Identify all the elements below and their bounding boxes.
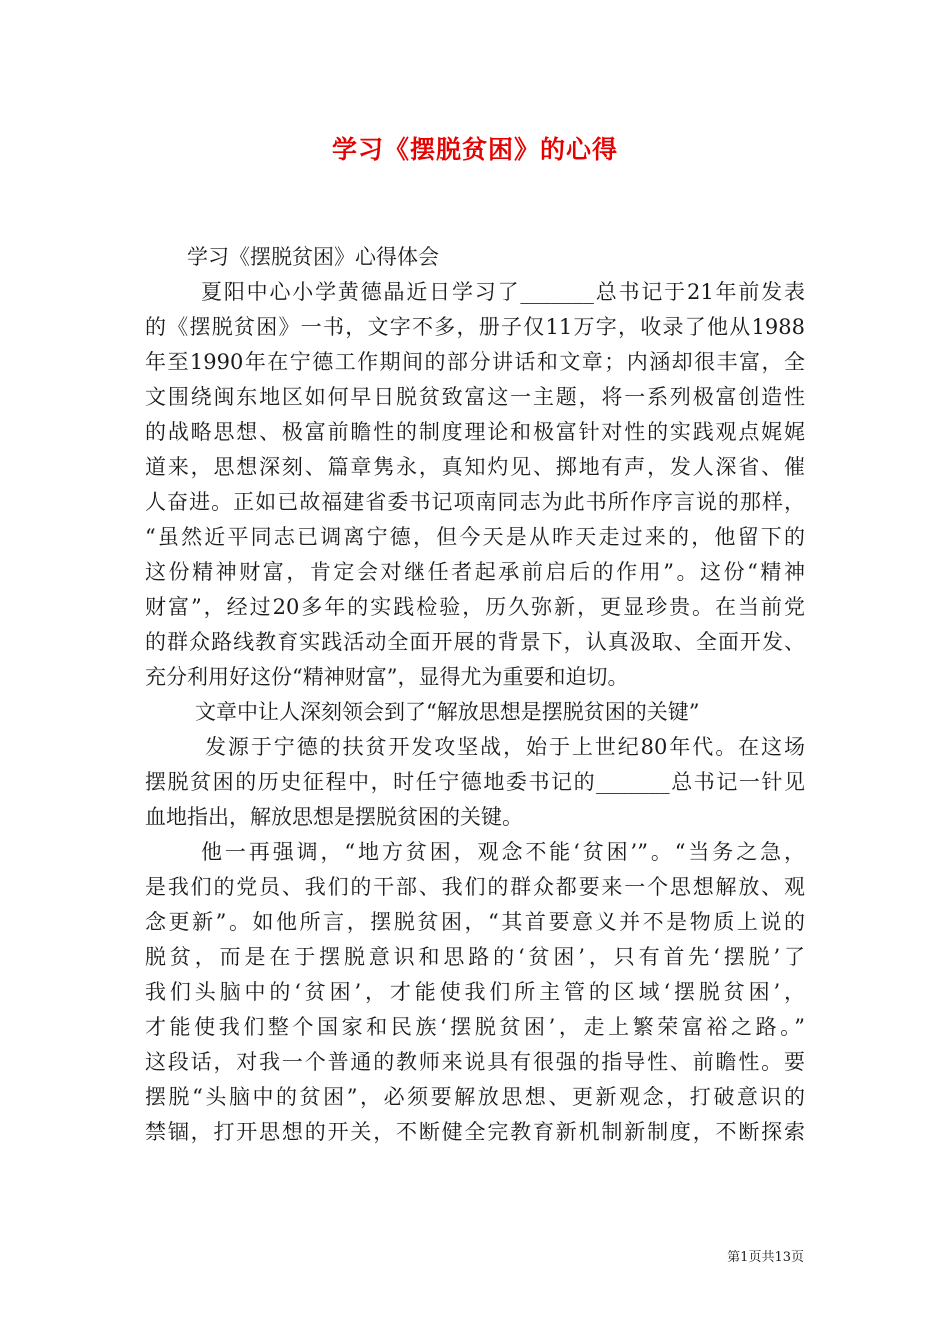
text-line: 充分利用好这份“精神财富”，显得尤为重要和迫切。	[145, 665, 629, 689]
text-line: 这段话，对我一个普通的教师来说具有很强的指导性、前瞻性。要	[145, 1050, 805, 1074]
text-line: 文章中让人深刻领会到了“解放思想是摆脱贫困的关键”	[195, 700, 700, 724]
text-line: 文围绕闽东地区如何早日脱贫致富这一主题，将一系列极富创造性	[145, 385, 805, 409]
text-line: 血地指出，解放思想是摆脱贫困的关键。	[145, 805, 523, 829]
text-line: 念更新”。如他所言，摆脱贫困，“其首要意义并不是物质上说的	[145, 910, 805, 934]
text-line: 脱贫，而是在于摆脱意识和思路的‘贫困’，只有首先‘摆脱’了	[145, 945, 805, 969]
document-body	[145, 240, 805, 1150]
text-line: “虽然近平同志已调离宁德，但今天是从昨天走过来的，他留下的	[145, 525, 805, 549]
text-line: 财富”，经过20多年的实践检验，历久弥新，更显珍贵。在当前党	[145, 595, 805, 619]
text-line: 发源于宁德的扶贫开发攻坚战，始于上世纪80年代。在这场	[205, 735, 805, 759]
text-line: 的战略思想、极富前瞻性的制度理论和极富针对性的实践观点娓娓	[145, 420, 805, 444]
document-title: 学习《摆脱贫困》的心得	[331, 135, 618, 164]
text-line: 道来，思想深刻、篇章隽永，真知灼见、掷地有声，发人深省、催	[145, 455, 805, 479]
text-line: 摆脱“头脑中的贫困”，必须要解放思想、更新观念，打破意识的	[145, 1085, 805, 1109]
text-line: 夏阳中心小学黄德晶近日学习了_______总书记于21年前发表	[201, 280, 805, 304]
page-number: 第1页共13页	[727, 1250, 804, 1265]
text-line: 我们头脑中的‘贫困’，才能使我们所主管的区域‘摆脱贫困’，	[145, 980, 805, 1004]
text-line: 禁锢，打开思想的开关，不断健全完教育新机制新制度，不断探索	[145, 1120, 805, 1144]
text-line: 摆脱贫困的历史征程中，时任宁德地委书记的_______总书记一针见	[145, 770, 805, 794]
text-line: 这份精神财富，肯定会对继任者起承前启后的作用”。这份“精神	[145, 560, 805, 584]
text-line: 才能使我们整个国家和民族‘摆脱贫困’，走上繁荣富裕之路。”	[145, 1015, 805, 1039]
text-line: 人奋进。正如已故福建省委书记项南同志为此书所作序言说的那样，	[145, 490, 805, 514]
text-line: 学习《摆脱贫困》心得体会	[187, 245, 439, 269]
text-line: 的群众路线教育实践活动全面开展的背景下，认真汲取、全面开发、	[145, 630, 805, 654]
text-line: 是我们的党员、我们的干部、我们的群众都要来一个思想解放、观	[145, 875, 805, 899]
text-line: 他一再强调，“地方贫困，观念不能‘贫困’”。“当务之急，	[201, 840, 805, 864]
text-line: 的《摆脱贫困》一书，文字不多，册子仅11万字，收录了他从1988	[145, 315, 805, 339]
text-line: 年至1990年在宁德工作期间的部分讲话和文章；内涵却很丰富，全	[145, 350, 805, 374]
